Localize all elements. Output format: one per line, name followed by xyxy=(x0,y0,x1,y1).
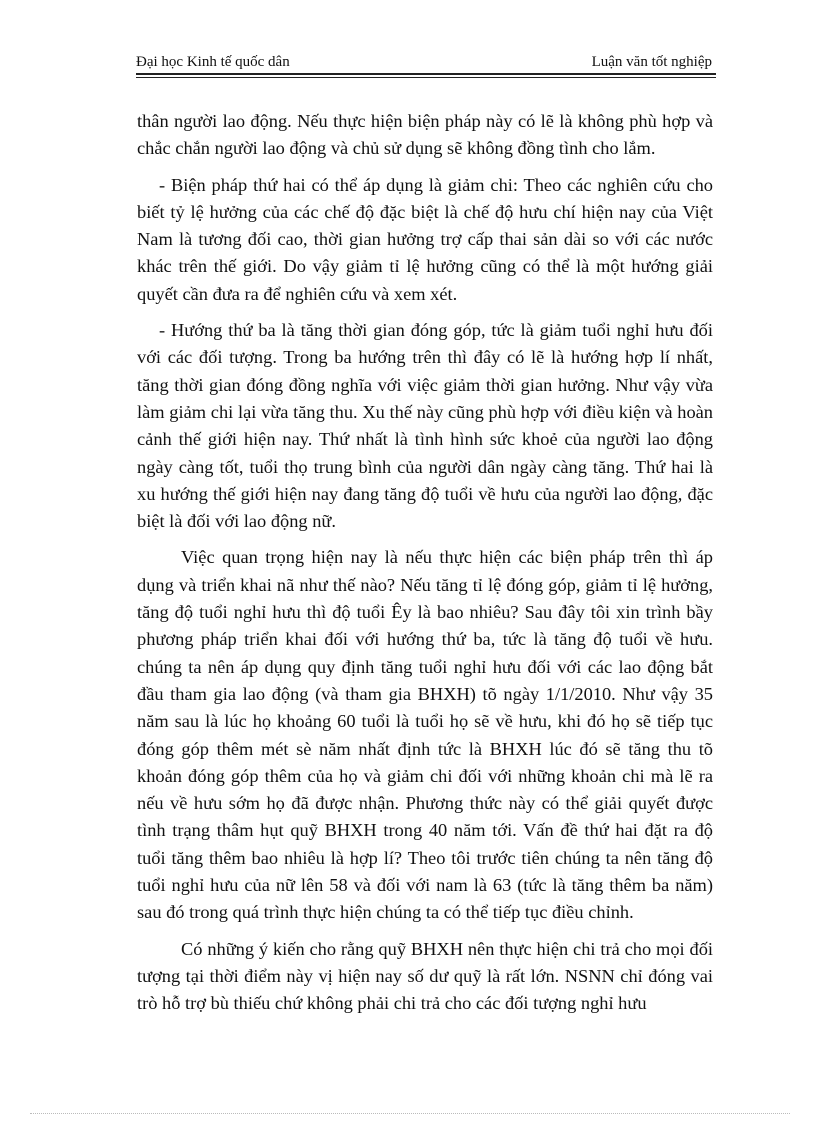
paragraph-bullet-increase-contribution-time: - Hướng thứ ba là tăng thời gian đóng góp, tức là giảm tuổi nghỉ hưu đối với các đối tượng. Trong ba hướng trên thì đây có lẽ là hướng hợp lí nhất, tăng thời gian đóng đồng nghĩa với việc giảm thời gian hưởng. Như vậy vừa làm giảm chi lại vừa tăng thu. Xu thế này cũng phù hợp với điều kiện và hoàn cảnh thế giới hiện nay. Thứ nhất là tình hình sức khoẻ của người lao động ngày càng tốt, tuổi thọ trung bình của người dân ngày càng tăng. Thứ hai là xu hướng thế giới hiện nay đang tăng độ tuổi về hưu của người lao động, đặc biệt là đối với lao động nữ. xyxy=(137,320,713,532)
header-document-type: Luận văn tốt nghiệp xyxy=(591,54,712,70)
paragraph-continuation: thân người lao động. Nếu thực hiện biện pháp này có lẽ là không phù hợp và chắc chắn người lao động và chủ sử dụng sẽ không đồng tình cho lắm. xyxy=(137,111,713,159)
body-text xyxy=(137,108,713,1027)
paragraph-opinions: Có những ý kiến cho rằng quỹ BHXH nên thực hiện chi trả cho mọi đối tượng tại thời điểm này vị hiện nay số dư quỹ là rất lớn. NSNN chỉ đóng vai trò hỗ trợ bù thiếu chứ không phải chi trả cho các đối tượng nghỉ hưu xyxy=(137,938,713,1014)
header-institution: Đại học Kinh tế quốc dân xyxy=(136,54,290,70)
header-divider xyxy=(136,73,716,78)
page-header xyxy=(136,52,712,74)
paragraph-bullet-reduce-spending: - Biện pháp thứ hai có thể áp dụng là giảm chi: Theo các nghiên cứu cho biết tỷ lệ hưởng của các chế độ đặc biệt là chế độ hưu chí hiện nay của Việt Nam là tương đối cao, thời gian hưởng trợ cấp thai sản dài so với các nước khác trên thế giới. Do vậy giảm tỉ lệ hưởng cũng có thể là một hướng giải quyết cần đưa ra để nghiên cứu và xem xét. xyxy=(137,174,713,304)
paragraph-implementation: Việc quan trọng hiện nay là nếu thực hiện các biện pháp trên thì áp dụng và triển khai nã như thế nào? Nếu tăng tỉ lệ đóng góp, giảm tỉ lệ hưởng, tăng độ tuổi nghỉ hưu thì độ tuổi Êy là bao nhiêu? Sau đây tôi xin trình bầy phương pháp triển khai đối với hướng thứ ba, tức là tăng độ tuổi về hưu. chúng ta nên áp dụng quy định tăng tuổi nghỉ hưu đối với các lao động bắt đầu tham gia lao động (và tham gia BHXH) tõ ngày 1/1/2010. Như vậy 35 năm sau là lúc họ khoảng 60 tuổi là tuổi họ sẽ về hưu, khi đó họ sẽ tiếp tục đóng góp thêm mét sè năm nhất định tức là BHXH lúc đó sẽ tăng thu tõ khoản đóng góp thêm của họ và giảm chi đối với những khoản chi mà lẽ ra nếu về hưu sớm họ đã được nhận. Phương thức này có thể giải quyết được tình trạng thâm hụt quỹ BHXH trong 40 năm tới. Vấn đề thứ hai đặt ra độ tuổi tăng thêm bao nhiêu là hợp lí? Theo tôi trước tiên chúng ta nên tăng độ tuổi nghỉ hưu của nữ lên 58 và đối với nam là 63 (tức là tăng thêm ba năm) sau đó trong quá trình thực hiện chúng ta có thể tiếp tục điều chỉnh. xyxy=(137,547,713,923)
page-bottom-border xyxy=(30,1113,790,1114)
